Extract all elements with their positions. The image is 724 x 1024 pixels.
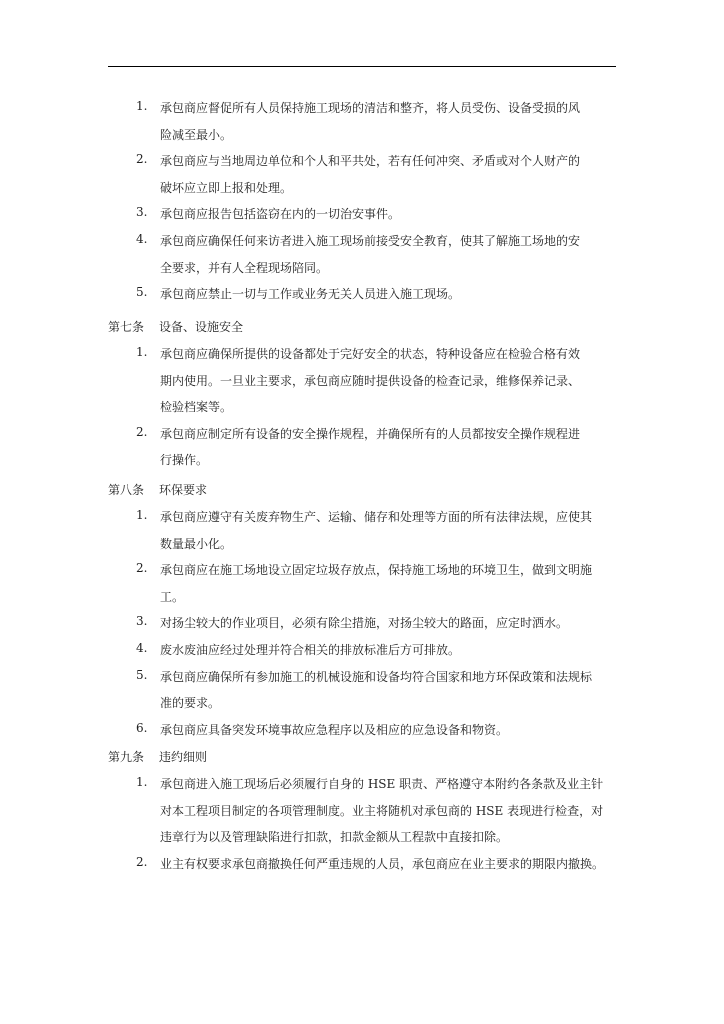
list-item-text: 承包商应禁止一切与工作或业务无关人员进入施工现场。 [160, 287, 461, 302]
list-item-number: 2. [136, 152, 148, 167]
article-label: 第九条 [108, 750, 145, 764]
list-item-number: 2. [136, 854, 148, 869]
list-item-text: 违章行为以及管理缺陷进行扣款，扣款金额从工程款中直接扣除。 [160, 830, 509, 845]
article-title: 环保要求 [159, 483, 208, 497]
list-item-number: 4. [136, 232, 148, 246]
list-item-number: 1. [136, 775, 148, 789]
list-item-number: 5. [136, 285, 148, 300]
list-item-text: 对扬尘较大的作业项目，必须有除尘措施，对扬尘较大的路面，应定时洒水。 [160, 616, 569, 631]
list-item-text: 业主有权要求承包商撤换任何严重违规的人员，承包商应在业主要求的期限内撤换。 [160, 856, 605, 871]
list-item-text: 承包商应报告包括盗窃在内的一切治安事件。 [160, 207, 401, 222]
list-item-text: 对本工程项目制定的各项管理制度。业主将随机对承包商的 HSE 表现进行检查，对 [160, 803, 604, 818]
list-item-text: 行操作。 [160, 453, 209, 468]
list-item-text: 险减至最小。 [160, 127, 233, 142]
list-item-number: 2. [136, 561, 148, 576]
list-item-number: 1. [136, 345, 148, 359]
list-item-number: 1. [136, 99, 148, 113]
list-item-text: 数量最小化。 [160, 536, 233, 551]
article-title: 设备、设施安全 [159, 320, 244, 334]
list-item-text: 承包商应确保所提供的设备都处于完好安全的状态，特种设备应在检验合格有效 [160, 347, 581, 361]
list-item-text: 承包商应遵守有关废弃物生产、运输、储存和处理等方面的所有法律法规，应使其 [160, 510, 593, 524]
article-label: 第八条 [108, 483, 145, 497]
list-item-text: 承包商应在施工场地设立固定垃圾存放点，保持施工场地的环境卫生，做到文明施 [160, 563, 593, 578]
list-item-number: 1. [136, 508, 148, 522]
article-title: 违约细则 [159, 750, 208, 764]
list-item-text: 承包商应确保所有参加施工的机械设施和设备均符合国家和地方环保政策和法规标 [160, 669, 593, 684]
list-item-number: 3. [136, 205, 148, 220]
list-item-number: 6. [136, 720, 148, 735]
list-item-text: 承包商应与当地周边单位和个人和平共处，若有任何冲突、矛盾或对个人财产的 [160, 154, 581, 169]
list-item-text: 废水废油应经过处理并符合相关的排放标准后方可排放。 [160, 643, 461, 657]
list-item-text: 工。 [160, 589, 185, 604]
list-item-number: 2. [136, 424, 148, 439]
list-item-text: 检验档案等。 [160, 400, 233, 415]
list-item-text: 承包商应具备突发环境事故应急程序以及相应的应急设备和物资。 [160, 722, 509, 737]
list-item-text: 准的要求。 [160, 696, 221, 711]
list-item-number: 3. [136, 614, 148, 629]
list-item-text: 承包商应确保任何来访者进入施工现场前接受安全教育，使其了解施工场地的安 [160, 234, 581, 248]
list-item-number: 4. [136, 641, 148, 655]
list-item-text: 全要求，并有人全程现场陪同。 [160, 260, 329, 275]
article-label: 第七条 [108, 320, 145, 334]
list-item-text: 承包商应督促所有人员保持施工现场的清洁和整齐，将人员受伤、设备受损的风 [160, 101, 581, 115]
list-item-text: 承包商进入施工现场后必须履行自身的 HSE 职责、严格遵守本附约各条款及业主针 [160, 777, 604, 791]
list-item-text: 破坏应立即上报和处理。 [160, 180, 293, 195]
header-rule [108, 66, 616, 67]
list-item-text: 承包商应制定所有设备的安全操作规程，并确保所有的人员都按安全操作规程进 [160, 426, 581, 441]
list-item-text: 期内使用。一旦业主要求，承包商应随时提供设备的检查记录，维修保养记录、 [160, 373, 581, 388]
list-item-number: 5. [136, 667, 148, 682]
